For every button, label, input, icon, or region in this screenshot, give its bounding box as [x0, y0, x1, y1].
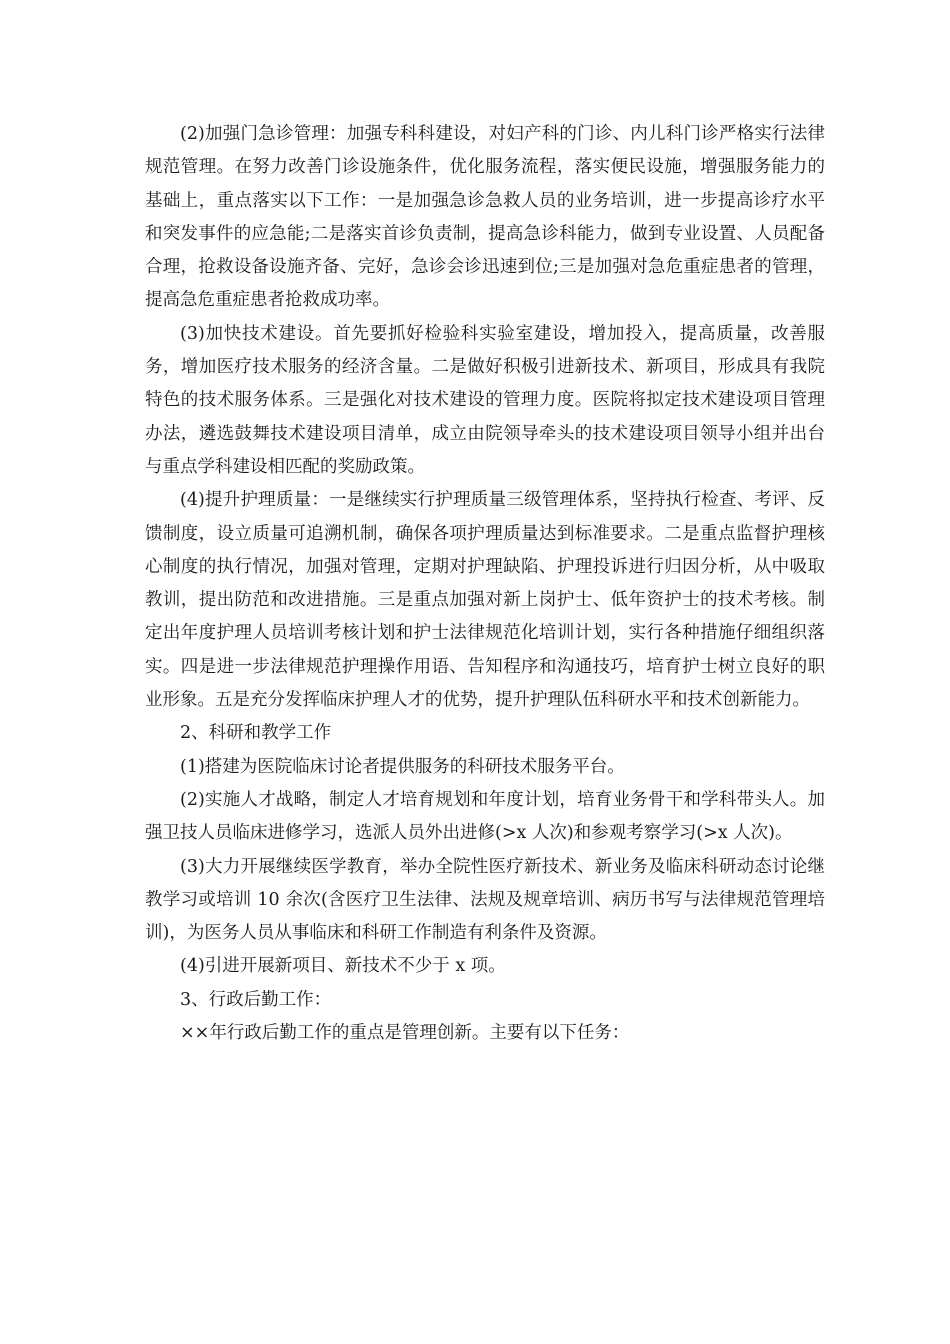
section-heading-admin-logistics: 3、行政后勤工作：: [180, 989, 332, 1010]
paragraph-admin-focus: ××年行政后勤工作的重点是管理创新。主要有以下任务：: [180, 1023, 630, 1044]
paragraph-nursing-quality: (4)提升护理质量：一是继续实行护理质量三级管理体系，坚持执行检查、考评、反馈制度，设立质量可追溯机制，确保各项护理质量达到标准要求。二是重点监督护理核心制度的执行情况，加强对管理，定期对护理缺陷、护理投诉进行归因分析，从中吸取教训，提出防范和改进措施。三是重点加强对新上岗护士、低年资护士的技术考核。制定出年度护理人员培训考核计划和护士法律规范化培训计划，实行各种措施仔细组织落实。四是进一步法律规范护理操作用语、告知程序和沟通技巧，培育护士树立良好的职业形象。五是充分发挥临床护理人才的优势，提升护理队伍科研水平和技术创新能力。: [145, 490, 825, 711]
section-heading-research-teaching: 2、科研和教学工作: [180, 723, 332, 744]
paragraph-technical-construction: (3)加快技术建设。首先要抓好检验科实验室建设，增加投入，提高质量，改善服务，增加医疗技术服务的经济含量。二是做好积极引进新技术、新项目，形成具有我院特色的技术服务体系。三是强化对技术建设的管理力度。医院将拟定技术建设项目管理办法，遴选鼓舞技术建设项目清单，成立由院领导牵头的技术建设项目领导小组并出台与重点学科建设相匹配的奖励政策。: [145, 323, 825, 477]
paragraph-talent-strategy: (2)实施人才战略，制定人才培育规划和年度计划，培育业务骨干和学科带头人。加强卫技人员临床进修学习，选派人员外出进修(>x 人次)和参观考察学习(>x 人次)。: [145, 789, 825, 844]
paragraph-new-projects: (4)引进开展新项目、新技术不少于 x 项。: [180, 956, 506, 977]
paragraph-emergency-management: (2)加强门急诊管理：加强专科科建设，对妇产科的门诊、内儿科门诊严格实行法律规范管理。在努力改善门诊设施条件，优化服务流程，落实便民设施，增强服务能力的基础上，重点落实以下工作：一是加强急诊急救人员的业务培训，进一步提高诊疗水平和突发事件的应急能;二是落实首诊负责制，提高急诊科能力，做到专业设置、人员配备合理，抢救设备设施齐备、完好，急诊会诊迅速到位;三是加强对急危重症患者的管理，提高急危重症患者抢救成功率。: [145, 124, 825, 311]
paragraph-continuing-education: (3)大力开展继续医学教育，举办全院性医疗新技术、新业务及临床科研动态讨论继教学习或培训 10 余次(含医疗卫生法律、法规及规章培训、病历书写与法律规范管理培训)，为医务人员从事临床和科研工作制造有利条件及资源。: [145, 856, 825, 944]
paragraph-research-platform: (1)搭建为医院临床讨论者提供服务的科研技术服务平台。: [180, 756, 625, 777]
document-body: [145, 118, 825, 1050]
